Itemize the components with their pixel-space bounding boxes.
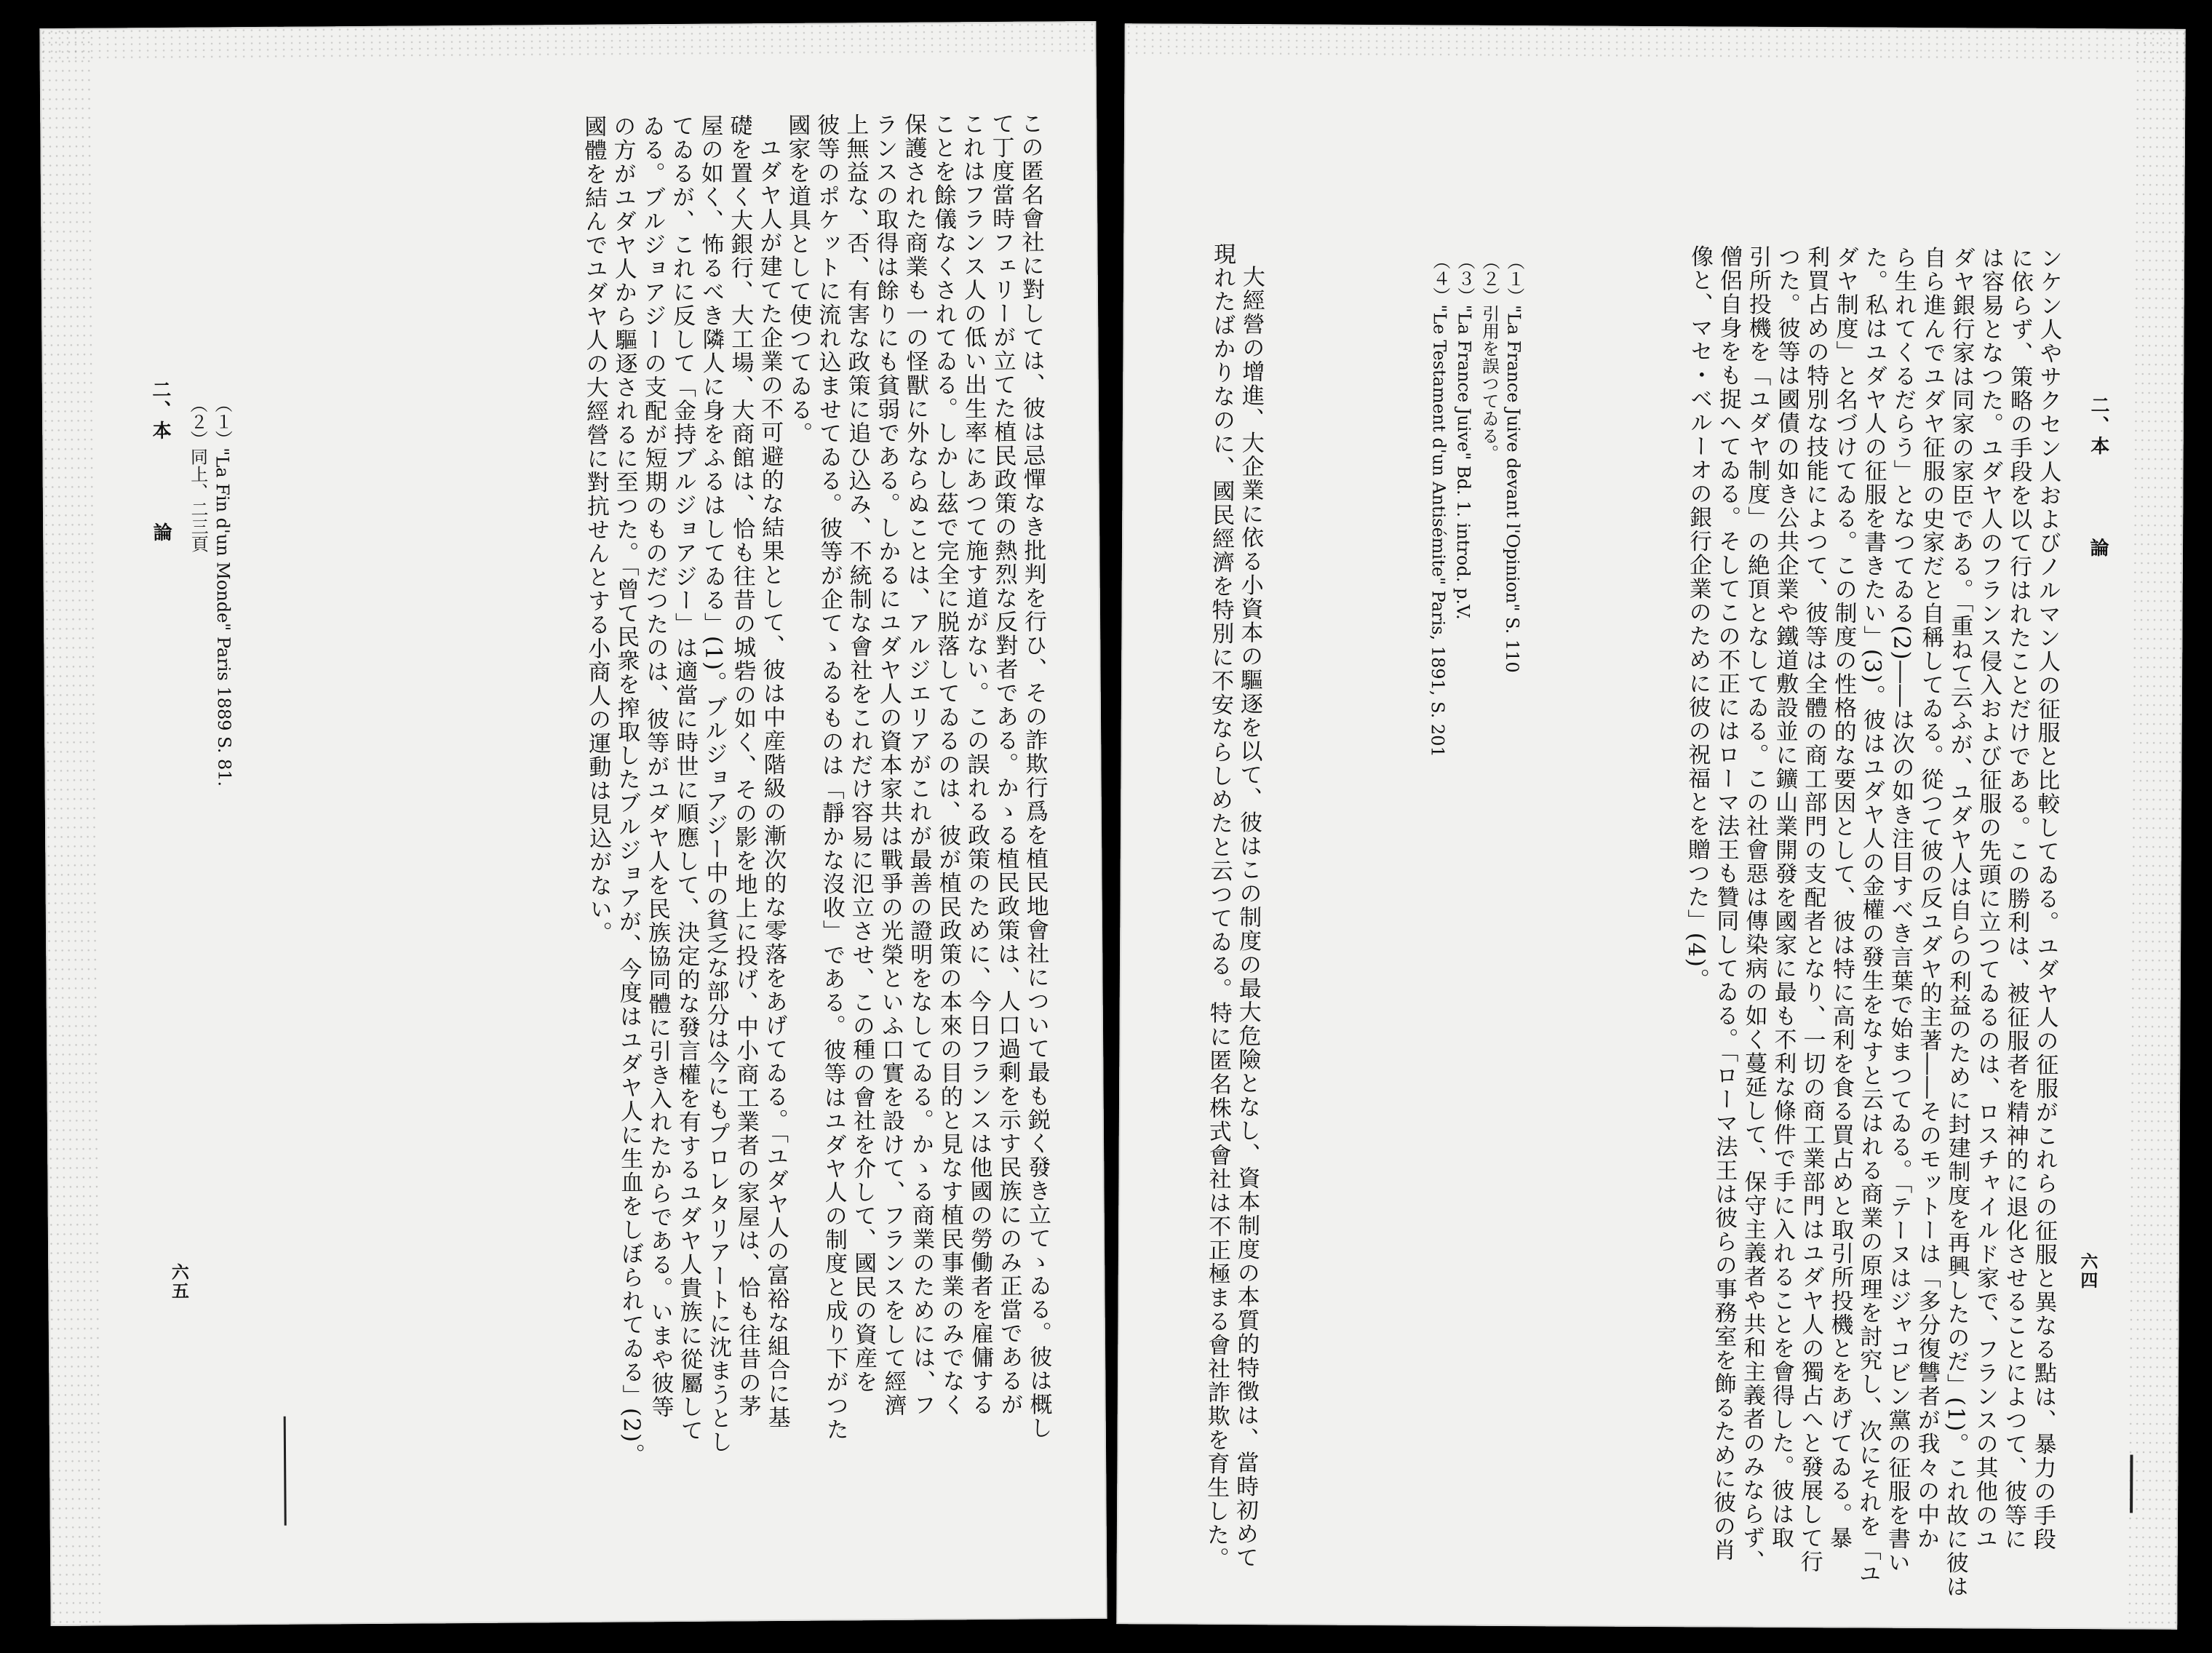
text-line: 現れたばかりなのに、國民經濟を特別に不安ならしめたと云つてゐる。特に匿名株式會社は不正極まる會社詐欺を育生した。 — [1202, 242, 1236, 1571]
page-edge-noise — [39, 28, 101, 1626]
text-line: 國體を結んでユダヤ人の大經營に對抗せんとする小商人の運動は見込がない。 — [580, 114, 613, 945]
text-line: 國家を道具として使つてゐる。 — [784, 113, 813, 446]
text-line: ことを餘儀なくされてゐる。しかし茲で完全に脱落してゐるのは、彼が植民政策の本來の目的と見なす植民事業のみでなく — [929, 112, 965, 1417]
text-line: 僧侶自身をも捉へてゐる。そしてこの不正にはローマ法王も贊同してゐる。「ローマ法王は彼らの事務室を飾るために彼の肖 — [1708, 244, 1743, 1562]
right-running-head: 二、本 論 — [2086, 395, 2110, 559]
text-line: 像と、マセ・ベルーオの銀行企業のために彼の祝福とを贈つた」(4)。 — [1682, 244, 1714, 992]
text-line: この匿名會社に對しては、彼は忌憚なき批判を行ひ、その詐欺行爲を植民地會社について最も鋭く發き立てゝゐる。彼は概し — [1017, 111, 1052, 1441]
text-line: ンケン人やサクセン人およびノルマン人の征服と比較してゐる。ユダヤ人の征服がこれらの征服と異なる點は、暴力の手段 — [2029, 246, 2063, 1551]
text-line: に依らず、策略の手段を以て行はれたことだけである。この勝利は、被征服者を精神的に退化させることによつて、彼等に — [2000, 246, 2034, 1551]
text-line: ダヤ制度」と名づけてゐる。この制度の性格的な要因として、彼は特に高利を食る買占めと取引所投機とをあげてゐる。暴 — [1825, 245, 1859, 1550]
left-running-head: 二、本 論 — [148, 379, 172, 543]
page-edge-noise — [2126, 28, 2186, 1629]
text-line: た。私はユダヤ人の征服を書きたい」(3)。彼はユダヤ人の金權の發生をなすと云はれる商業の原理を討究し、次にそれを「ユ — [1854, 245, 1888, 1586]
text-line: ランスの取得は餘りにも貧弱である。しかるにユダヤ人の資本家共は戰爭の光榮といふ口實を設けて、フランスをして經濟 — [871, 112, 907, 1418]
footnote: （２）同上、二三頁 — [186, 395, 209, 553]
text-line: 利買占めの特別な技能によつて、彼等は全體の商工部門の支配者となり、一切の商工業部門はユダヤ人の獨占へと發展して行 — [1796, 245, 1830, 1574]
right-page — [1116, 23, 2185, 1630]
footnote: （１）"La Fin d'un Monde" Paris 1889 S. 81. — [211, 395, 235, 787]
text-line: 大經營の增進、大企業に依る小資本の驅逐を以て、彼はこの制度の最大危險となし、資本制度の本質的特徴は、當時初めて — [1231, 265, 1265, 1570]
text-line: これはフランス人の低い出生率にあつて施す道がない。この誤れる政策のために、今日フランスは他國の勞働者を雇傭する — [958, 112, 994, 1417]
right-footnotes — [1423, 252, 1527, 1198]
text-line: の方がユダヤ人から驅逐されるに至つた。「曾て民衆を搾取したブルジョアが、今度はユダヤ人に生血をしぼられてゐる」(2)。 — [609, 114, 645, 1467]
right-folio: 六四 — [2077, 1252, 2098, 1291]
footnote: （１）"La France Juive devant l'Opinion" S. 110 — [1502, 252, 1525, 673]
text-line: 屋の如く、怖るべき隣人に身をふるはしてゐる」(1)。ブルジョアジー中の貧乏な部分は今にもプロレタリアートに沈まうとし — [696, 113, 733, 1454]
text-line: ダヤ銀行家は同家の家臣である。「重ねて云ふが、ユダヤ人は自らの利益のために封建制度を再興したのだ」(1)。これ故に彼は — [1941, 246, 1976, 1599]
footnote: （４）"Le Testament d'un Antisémite" Paris, 1891, S. 201 — [1427, 252, 1451, 757]
text-line: 彼等のポケットに流れ込ませてゐる。彼等が企てゝゐるものは「靜かな沒收」である。彼等はユダヤ人の制度と成り下がつた — [813, 113, 848, 1442]
text-line: は容易となつた。ユダヤ人のフランス侵入および征服の先頭に立つてゐるのは、ロスチャイルド家で、フランスの其他のユ — [1970, 246, 2005, 1551]
text-line: 自ら進んでユダヤ征服の史家だと自稱してゐる。從つて彼の反ユダヤ的主著――そのモットーは「多分復讐者が我々の中か — [1912, 245, 1946, 1551]
left-body-text — [578, 111, 1054, 1540]
left-page — [39, 21, 1107, 1626]
page-rule-mark — [2130, 1454, 2133, 1513]
page-rule-mark — [284, 1417, 287, 1526]
text-line: ユダヤ人が建てた企業の不可避的な結果として、彼は中産階級の漸次的な零落をあげてゐる。「ユダヤ人の富裕な組合に基 — [755, 135, 790, 1430]
left-footnotes — [185, 395, 237, 787]
text-line: て丁度當時フェリーが立てた植民政策の熱烈な反對者である。かゝる植民政策は、人口過剩を示す民族にのみ正當であるが — [987, 111, 1023, 1417]
text-line: てゐるが、これに反して「金持ブルジョアジー」は適當に時世に順應して、決定的な發言權を有するユダヤ人貴族に從屬して — [667, 113, 703, 1443]
footnote: （３）"La France Juive" Bd. 1. introd. p.V. — [1452, 252, 1476, 620]
text-line: ら生れてくるだらう」となつてゐる(2)――は次の如き注目すべき言葉で始まつてゐる。「テーヌはジャコビン黨の征服を書い — [1883, 245, 1917, 1575]
page-edge-noise — [39, 21, 1096, 60]
text-line: 上無益な、否、有害な政策に追ひ込み、不統制な會社をこれだけ容易に氾立させ、この種の會社を介して、國民の資産を — [842, 113, 878, 1394]
page-edge-noise — [1125, 23, 2186, 61]
right-body-text — [1678, 244, 2064, 1629]
text-line: 引所投機を「ユダヤ制度」の絶頂となしてゐる。この社會惡は傳染病の如く蔓延して、保守主義者や共和主義者のみならず、 — [1738, 244, 1772, 1574]
text-line: つた。彼等は國債の如き公共企業や鐵道敷設並に鑛山業開發を國家に最も不利な條件で手に入れることを會得した。彼は取 — [1767, 244, 1801, 1550]
left-folio: 六五 — [168, 1262, 190, 1301]
text-line: 礎を置く大銀行、大工場、大商館は、恰も往昔の城砦の如く、その影を地上に投げ、中小商工業者の家屋は、恰も往昔の茅 — [725, 113, 761, 1419]
text-line: ゐる。ブルジョアジーの支配が短期のものだつたのは、彼等がユダヤ人を民族協同體に引き入れたからである。いまや彼等 — [638, 114, 674, 1419]
right-closing-text — [1201, 242, 1266, 1625]
text-line: 保護された商業も一の怪獸に外ならぬことは、アルジエリアがこれが最善の證明をなしてゐる。かゝる商業のためには、フ — [900, 112, 936, 1417]
footnote: （２）引用を誤つてゐる。 — [1478, 252, 1500, 462]
